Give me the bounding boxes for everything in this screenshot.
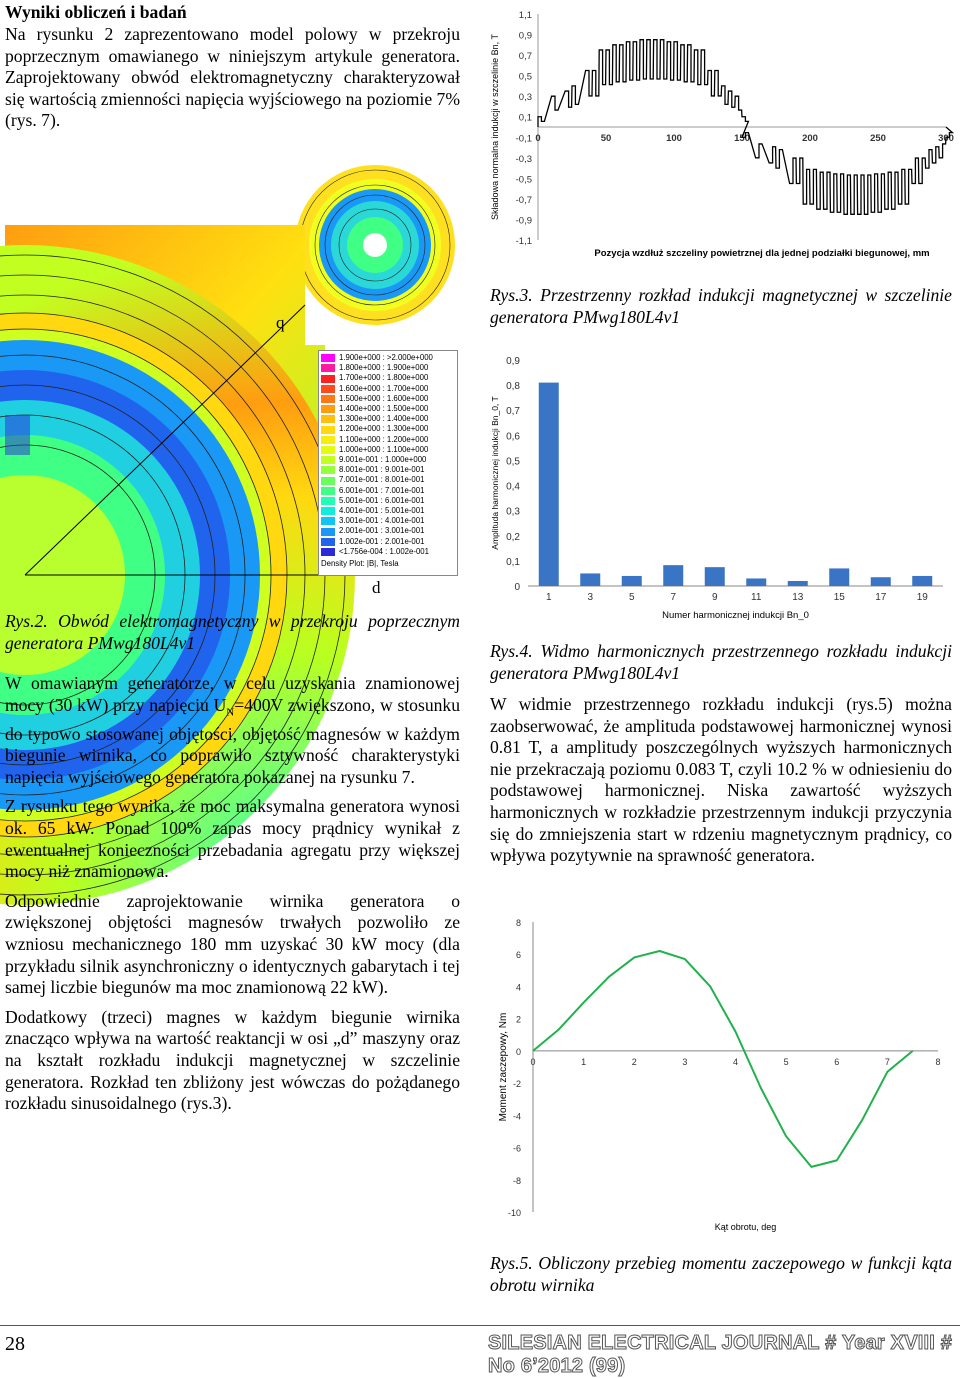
y-tick-label: 0,7: [518, 51, 532, 63]
y-tick-label: -0,9: [515, 215, 532, 227]
legend-label: 1.900e+000 : >2.000e+000: [339, 353, 433, 362]
legend-label: 1.400e+000 : 1.500e+000: [339, 404, 429, 414]
x-tick-label: 6: [834, 1056, 840, 1067]
harmonic-bar: [622, 576, 642, 586]
legend-label: 8.001e-001 : 9.001e-001: [339, 465, 425, 475]
d-axis-label: d: [372, 578, 381, 597]
x-tick-label: 250: [870, 133, 886, 144]
legend-row: [321, 384, 455, 394]
harmonic-bar: [912, 576, 932, 586]
harmonic-bar: [663, 565, 683, 586]
x-tick-label: 7: [884, 1056, 890, 1067]
y-tick-label: -0,5: [515, 174, 532, 186]
y-tick-label: 4: [515, 982, 521, 993]
x-tick-label: 50: [600, 133, 612, 144]
legend-swatch: [321, 375, 335, 383]
paragraph-2: Z rysunku tego wynika, że moc maksymalna generatora wynosi ok. 65 kW. Ponad 100% zapas mocy prądnicy wynikał z ewentualnej konieczności przebadania agregatu przy większej mocy niż znamionowa.: [5, 796, 460, 882]
legend-row: [321, 475, 455, 485]
fig5-chart-svg: [488, 912, 958, 1242]
legend-label: 1.000e+000 : 1.100e+000: [339, 444, 429, 454]
fig4-caption: [490, 640, 952, 684]
legend-label: 4.001e-001 : 5.001e-001: [339, 506, 425, 516]
y-tick-label: 0,9: [518, 30, 532, 42]
y-tick-label: -4: [512, 1111, 521, 1122]
y-tick-label: 0,8: [506, 381, 520, 393]
y-tick-label: 0: [514, 582, 520, 593]
torque-series-line: [533, 951, 913, 1167]
legend-row: [321, 496, 455, 506]
x-tick-label: 15: [833, 592, 845, 603]
page-number: 28: [5, 1333, 25, 1355]
legend-label: 2.001e-001 : 3.001e-001: [339, 526, 425, 536]
y-tick-label: 0: [515, 1046, 521, 1057]
x-tick-label: 19: [916, 592, 928, 603]
x-tick-label: 13: [792, 592, 804, 603]
q-axis-label: q: [276, 313, 285, 332]
legend-row: [321, 414, 455, 424]
legend-row: [321, 547, 455, 557]
x-tick-label: 2: [631, 1056, 637, 1067]
y-tick-label: 0,4: [506, 481, 520, 493]
x-tick-label: 0: [535, 133, 541, 144]
legend-row: [321, 445, 455, 455]
y-tick-label: -6: [512, 1143, 521, 1154]
y-tick-label: -1,1: [515, 236, 532, 247]
x-tick-label: 4: [732, 1056, 739, 1067]
legend-row: [321, 424, 455, 434]
legend-swatch: [321, 517, 335, 525]
legend-swatch: [321, 446, 335, 454]
fig3-chart: [488, 2, 958, 264]
x-tick-label: 3: [587, 592, 594, 603]
x-tick-label: 3: [682, 1056, 688, 1067]
harmonic-bar: [788, 581, 808, 586]
legend-swatch: [321, 364, 335, 372]
legend-label: 9.001e-001 : 1.000e+000: [339, 455, 427, 465]
x-tick-label: 17: [875, 592, 887, 603]
fig3-caption-text: Przestrzenny rozkład indukcji magnetycznej w szczelinie generatora PMwg180L4v1: [490, 285, 952, 327]
x-axis-label: Pozycja wzdłuż szczeliny powietrznej dla jednej podziałki biegunowej, mm: [594, 248, 930, 259]
legend-swatch: [321, 466, 335, 474]
flux-density-legend: [318, 350, 458, 576]
fig3-caption: [490, 284, 952, 328]
legend-row: [321, 455, 455, 465]
y-axis-label: Moment zaczepowy, Nm: [498, 1012, 509, 1122]
footer-rule: [0, 1325, 960, 1326]
legend-swatch: [321, 487, 335, 495]
x-tick-label: 5: [783, 1056, 789, 1067]
paragraph-1: W omawianym generatorze, w celu uzyskania znamionowej mocy (30 kW) przy napięciu $U_N=400V$ zwiększono, w stosunku do typowo stosowanej objętości, objętość magnesów w każdym biegunie wirnika, co poprawiło sztywność charakterystyki napięcia wyjściowego generatora pokazanej na rysunku 7.: [5, 673, 461, 787]
y-tick-label: -0,1: [515, 133, 532, 145]
y-tick-label: 0,9: [506, 356, 520, 367]
legend-swatch: [321, 538, 335, 546]
fig3-chart-svg: [488, 2, 958, 264]
y-tick-label: -2: [512, 1079, 521, 1090]
legend-label: 1.002e-001 : 2.001e-001: [339, 536, 425, 546]
y-tick-label: 0,2: [506, 531, 520, 543]
legend-label: 7.001e-001 : 8.001e-001: [339, 475, 425, 485]
y-axis-label: Składowa normalna indukcji w szczelinie Bn, T: [490, 34, 500, 220]
fig4-caption-label: Rys.4.: [490, 641, 533, 661]
y-tick-label: -10: [507, 1208, 521, 1218]
harmonic-bar: [705, 567, 725, 586]
x-tick-label: 200: [802, 133, 818, 144]
x-tick-label: 11: [751, 592, 762, 603]
legend-label: 1.200e+000 : 1.300e+000: [339, 424, 429, 434]
legend-swatch: [321, 456, 335, 464]
x-tick-label: 150: [734, 133, 750, 144]
legend-label: 1.500e+000 : 1.600e+000: [339, 393, 429, 403]
legend-label: 1.600e+000 : 1.700e+000: [339, 383, 429, 393]
legend-label: 1.100e+000 : 1.200e+000: [339, 434, 429, 444]
fig2-caption: [5, 610, 460, 654]
fig4-caption-text: Widmo harmonicznych przestrzennego rozkładu indukcji generatora PMwg180L4v1: [490, 641, 952, 683]
x-axis-label: Kąt obrotu, deg: [714, 1222, 777, 1232]
x-tick-label: 9: [711, 592, 718, 603]
fig5-caption-text: Obliczony przebieg momentu zaczepowego w funkcji kąta obrotu wirnika: [490, 1253, 952, 1295]
x-tick-label: 300: [938, 133, 954, 144]
legend-label: 1.300e+000 : 1.400e+000: [339, 414, 429, 424]
y-tick-label: 0,5: [506, 456, 520, 468]
legend-swatch: [321, 528, 335, 536]
x-tick-label: 0: [530, 1056, 536, 1067]
legend-row: [321, 486, 455, 496]
legend-swatch: [321, 415, 335, 423]
y-tick-label: 1,1: [518, 10, 532, 21]
legend-label: 6.001e-001 : 7.001e-001: [339, 485, 425, 495]
legend-swatch: [321, 354, 335, 362]
y-tick-label: -8: [512, 1175, 521, 1186]
legend-row: [321, 394, 455, 404]
y-tick-label: 2: [515, 1014, 521, 1025]
legend-row: [321, 373, 455, 383]
fig4-chart-svg: [488, 348, 958, 623]
right-paragraph: W widmie przestrzennego rozkładu indukcji (rys.5) można zaobserwować, że amplituda podstawowej harmonicznej wynosi 0.81 T, a amplitudy poszczególnych wyższych harmonicznych nie przekraczają poziomu 0.083 T, czyli 10.2 % w odniesieniu do podstawowej harmonicznej. Niska zawartość wyższych harmonicznych w rozkładzie przestrzennym indukcji przyczynia się do zmniejszenia start w rdzeniu magnetycznym prądnicy, co wpływa pozytywnie na sprawność generatora.: [490, 694, 952, 866]
paragraph-3: Odpowiednie zaprojektowanie wirnika generatora o zwiększonej objętości magnesów trwałych pozwoliło ze wzniosu mechanicznego 180 mm uzyskać 30 kW mocy (dla przykładu silnik asynchroniczny o identycznych gabarytach i tej samej liczbie biegunów ma moc znamionową 22 kW).: [5, 890, 460, 998]
legend-row: [321, 363, 455, 373]
x-tick-label: 100: [666, 133, 682, 144]
section-title: Wyniki obliczeń i badań: [5, 2, 187, 22]
legend-swatch: [321, 395, 335, 403]
legend-label: 5.001e-001 : 6.001e-001: [339, 495, 425, 505]
paragraph-4: Dodatkowy (trzeci) magnes w każdym biegunie wirnika znacząco wpływa na wartość reaktancji w osi „d” maszyny oraz na kształt rozkładu indukcji magnetycznej w szczelinie generatora. Rozkład ten zbliżony jest wówczas do pożądanego rozkładu sinusoidalnego (rys.3).: [5, 1006, 460, 1114]
legend-footer: Density Plot: |B|, Tesla: [321, 559, 399, 569]
harmonic-bar: [580, 573, 600, 586]
journal-title: SILESIAN ELECTRICAL JOURNAL # Year XVIII # No 6’2012 (99): [488, 1332, 953, 1377]
y-tick-label: -0,3: [515, 153, 532, 165]
fig4-chart: [488, 348, 958, 623]
harmonic-bar: [871, 577, 891, 586]
legend-swatch: [321, 548, 335, 556]
left-body: [5, 673, 460, 1123]
legend-label: 3.001e-001 : 4.001e-001: [339, 516, 425, 526]
x-tick-label: 1: [545, 592, 552, 603]
harmonic-bar: [539, 383, 559, 586]
y-axis-label: Amplituda harmonicznej indukcji Bn_0, T: [490, 396, 500, 550]
fig5-caption: [490, 1252, 952, 1296]
fig2-caption-text: Obwód elektromagnetyczny w przekroju poprzecznym generatora PMwg180L4v1: [5, 611, 460, 653]
harmonic-bar: [746, 578, 766, 586]
legend-label: 1.800e+000 : 1.900e+000: [339, 363, 429, 373]
x-tick-label: 8: [935, 1056, 941, 1067]
legend-swatch: [321, 426, 335, 434]
fig3-caption-label: Rys.3.: [490, 285, 533, 305]
y-tick-label: 8: [515, 918, 521, 928]
legend-row: [321, 537, 455, 547]
y-tick-label: 0,3: [518, 92, 532, 104]
legend-label: <1.756e-004 : 1.002e-001: [339, 546, 429, 556]
y-tick-label: 0,1: [506, 556, 520, 568]
y-tick-label: 0,5: [518, 71, 532, 83]
x-tick-label: 7: [670, 592, 677, 603]
y-tick-label: 0,3: [506, 506, 520, 518]
legend-swatch: [321, 385, 335, 393]
x-tick-label: 5: [628, 592, 635, 603]
intro-paragraph: Na rysunku 2 zaprezentowano model polowy w przekroju poprzecznym omawianego w niniejszym artykule generatora. Zaprojektowany obwód elektromagnetyczny charakteryzował się wartością zmienności napięcia wyjściowego na poziomie 7% (rys. 7).: [5, 24, 460, 131]
legend-row: [321, 526, 455, 536]
fig5-caption-label: Rys.5.: [490, 1253, 533, 1273]
y-tick-label: -0,7: [515, 194, 532, 206]
legend-swatch: [321, 405, 335, 413]
x-tick-label: 1: [581, 1056, 587, 1067]
y-tick-label: 0,6: [506, 431, 520, 443]
legend-row: [321, 465, 455, 475]
y-tick-label: 6: [515, 950, 521, 961]
legend-row: [321, 435, 455, 445]
legend-swatch: [321, 507, 335, 515]
fig5-chart: [488, 912, 958, 1242]
y-tick-label: 0,7: [506, 406, 520, 418]
legend-row: [321, 516, 455, 526]
legend-swatch: [321, 436, 335, 444]
legend-row: [321, 353, 455, 363]
legend-row: [321, 404, 455, 414]
cross-section-thumbnail: [295, 165, 455, 325]
legend-swatch: [321, 497, 335, 505]
harmonic-bar: [829, 568, 849, 586]
legend-swatch: [321, 477, 335, 485]
legend-row: [321, 506, 455, 516]
fig2-caption-label: Rys.2.: [5, 611, 48, 631]
y-tick-label: 0,1: [518, 112, 532, 124]
x-axis-label: Numer harmonicznej indukcji Bn_0: [662, 610, 809, 621]
legend-label: 1.700e+000 : 1.800e+000: [339, 373, 429, 383]
